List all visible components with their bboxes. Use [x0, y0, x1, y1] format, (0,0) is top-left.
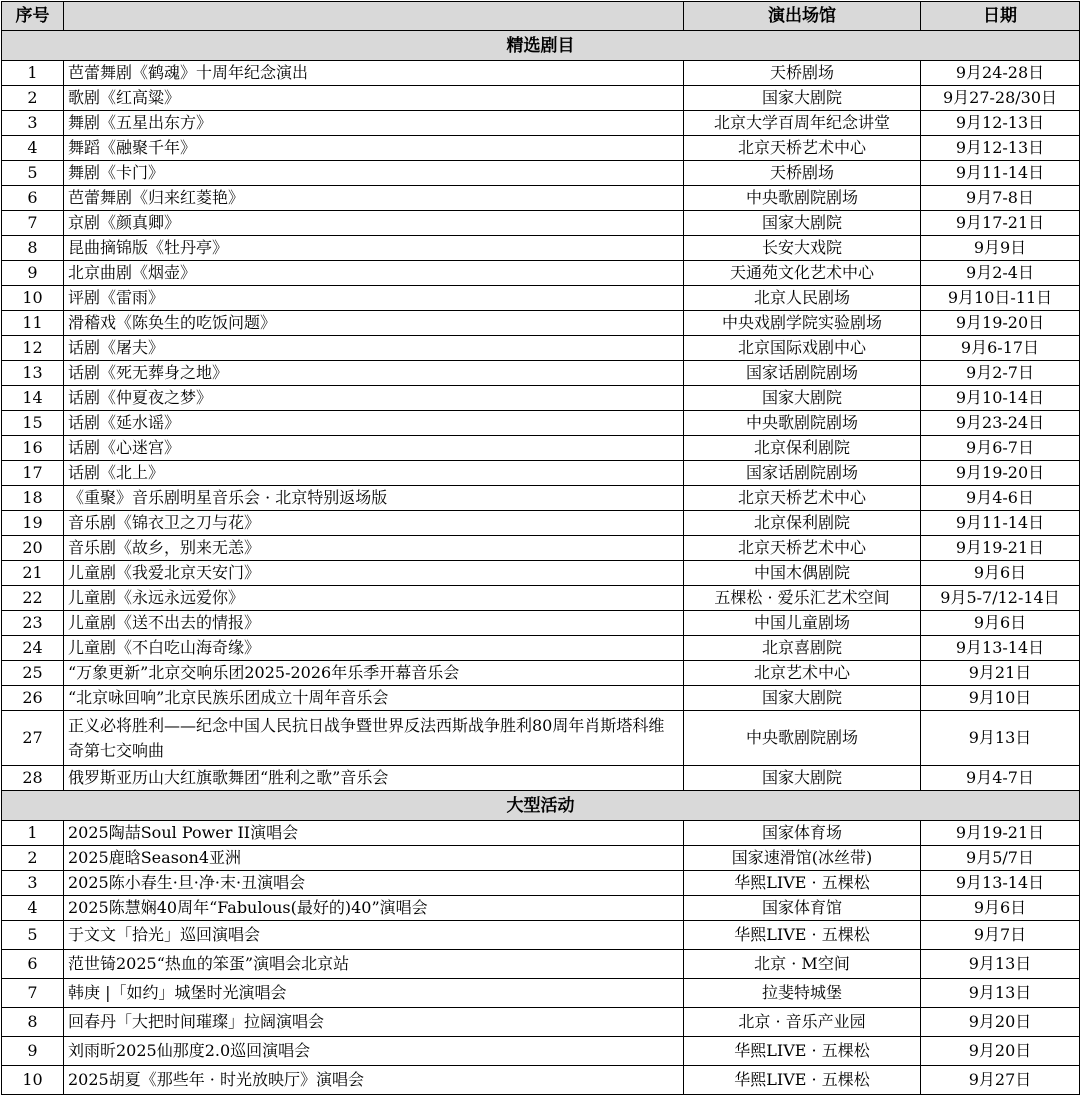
- row-venue-cell: 北京国际戏剧中心: [684, 336, 921, 361]
- row-index-cell: 6: [2, 186, 64, 211]
- table-row: [2, 586, 1080, 611]
- table-row: [2, 1008, 1080, 1037]
- row-name-cell: 话剧《屠夫》: [64, 336, 684, 361]
- row-index-cell: 11: [2, 311, 64, 336]
- row-index-cell: 23: [2, 611, 64, 636]
- row-date-cell: 9月10日-11日: [921, 286, 1080, 311]
- row-date-cell: 9月12-13日: [921, 136, 1080, 161]
- row-date-cell: 9月13-14日: [921, 636, 1080, 661]
- row-venue-cell: 国家体育场: [684, 821, 921, 846]
- row-name-cell: 儿童剧《我爱北京天安门》: [64, 561, 684, 586]
- row-venue-cell: 国家话剧院剧场: [684, 361, 921, 386]
- row-date-cell: 9月21日: [921, 661, 1080, 686]
- row-name-cell: 昆曲摘锦版《牡丹亭》: [64, 236, 684, 261]
- row-venue-cell: 天桥剧场: [684, 161, 921, 186]
- table-row: [2, 86, 1080, 111]
- table-row: [2, 211, 1080, 236]
- table-row: [2, 921, 1080, 950]
- row-index-cell: 10: [2, 286, 64, 311]
- header-index: 序号: [2, 2, 64, 31]
- row-date-cell: 9月4-7日: [921, 766, 1080, 791]
- row-index-cell: 21: [2, 561, 64, 586]
- row-name-cell: 歌剧《红高粱》: [64, 86, 684, 111]
- row-venue-cell: 华熙LIVE · 五棵松: [684, 1066, 921, 1095]
- table-row: [2, 896, 1080, 921]
- table-row: [2, 611, 1080, 636]
- row-index-cell: 14: [2, 386, 64, 411]
- row-venue-cell: 五棵松 · 爱乐汇艺术空间: [684, 586, 921, 611]
- table-row: [2, 186, 1080, 211]
- row-name-cell: “北京咏回响”北京民族乐团成立十周年音乐会: [64, 686, 684, 711]
- row-index-cell: 2: [2, 86, 64, 111]
- row-index-cell: 3: [2, 111, 64, 136]
- section-header-row: [2, 791, 1080, 821]
- row-venue-cell: 华熙LIVE · 五棵松: [684, 871, 921, 896]
- row-name-cell: 2025陈小春生·旦·净·末·丑演唱会: [64, 871, 684, 896]
- row-venue-cell: 北京艺术中心: [684, 661, 921, 686]
- row-venue-cell: 北京保利剧院: [684, 436, 921, 461]
- row-venue-cell: 北京喜剧院: [684, 636, 921, 661]
- row-date-cell: 9月13-14日: [921, 871, 1080, 896]
- section-title: 精选剧目: [2, 31, 1080, 61]
- row-venue-cell: 拉斐特城堡: [684, 979, 921, 1008]
- row-date-cell: 9月19-20日: [921, 311, 1080, 336]
- row-index-cell: 10: [2, 1066, 64, 1095]
- row-venue-cell: 北京大学百周年纪念讲堂: [684, 111, 921, 136]
- row-index-cell: 1: [2, 821, 64, 846]
- row-date-cell: 9月7日: [921, 921, 1080, 950]
- row-venue-cell: 北京天桥艺术中心: [684, 136, 921, 161]
- row-index-cell: 20: [2, 536, 64, 561]
- row-venue-cell: 中央歌剧院剧场: [684, 711, 921, 766]
- row-name-cell: 话剧《延水谣》: [64, 411, 684, 436]
- table-row: [2, 436, 1080, 461]
- table-row: [2, 461, 1080, 486]
- row-index-cell: 24: [2, 636, 64, 661]
- table-row: [2, 766, 1080, 791]
- row-name-cell: 芭蕾舞剧《归来红菱艳》: [64, 186, 684, 211]
- row-name-cell: 2025鹿晗Season4亚洲: [64, 846, 684, 871]
- row-venue-cell: 国家体育馆: [684, 896, 921, 921]
- row-name-cell: 音乐剧《故乡，别来无恙》: [64, 536, 684, 561]
- row-venue-cell: 天通苑文化艺术中心: [684, 261, 921, 286]
- section-header-row: [2, 31, 1080, 61]
- row-venue-cell: 国家大剧院: [684, 386, 921, 411]
- row-date-cell: 9月19-21日: [921, 536, 1080, 561]
- row-index-cell: 9: [2, 1037, 64, 1066]
- row-index-cell: 7: [2, 211, 64, 236]
- row-name-cell: 刘雨昕2025仙那度2.0巡回演唱会: [64, 1037, 684, 1066]
- table-row: [2, 236, 1080, 261]
- row-name-cell: 滑稽戏《陈奂生的吃饭问题》: [64, 311, 684, 336]
- row-index-cell: 5: [2, 921, 64, 950]
- row-name-cell: 话剧《北上》: [64, 461, 684, 486]
- table-row: [2, 1066, 1080, 1095]
- row-venue-cell: 华熙LIVE · 五棵松: [684, 1037, 921, 1066]
- row-name-cell: “万象更新”北京交响乐团2025-2026年乐季开幕音乐会: [64, 661, 684, 686]
- table-row: [2, 286, 1080, 311]
- row-date-cell: 9月11-14日: [921, 511, 1080, 536]
- table-row: [2, 536, 1080, 561]
- row-name-cell: 京剧《颜真卿》: [64, 211, 684, 236]
- row-name-cell: 儿童剧《永远永远爱你》: [64, 586, 684, 611]
- table-row: [2, 411, 1080, 436]
- row-venue-cell: 天桥剧场: [684, 61, 921, 86]
- row-venue-cell: 北京天桥艺术中心: [684, 486, 921, 511]
- row-date-cell: 9月2-7日: [921, 361, 1080, 386]
- row-index-cell: 3: [2, 871, 64, 896]
- table-row: [2, 686, 1080, 711]
- row-name-cell: 2025胡夏《那些年 · 时光放映厅》演唱会: [64, 1066, 684, 1095]
- row-date-cell: 9月10日: [921, 686, 1080, 711]
- section-title: 大型活动: [2, 791, 1080, 821]
- row-name-cell: 正义必将胜利——纪念中国人民抗日战争暨世界反法西斯战争胜利80周年肖斯塔科维奇第七交响曲: [64, 711, 684, 766]
- row-name-cell: 回春丹「大把时间璀璨」拉阔演唱会: [64, 1008, 684, 1037]
- row-name-cell: 范世锜2025“热血的笨蛋”演唱会北京站: [64, 950, 684, 979]
- row-name-cell: 俄罗斯亚历山大红旗歌舞团“胜利之歌”音乐会: [64, 766, 684, 791]
- row-date-cell: 9月13日: [921, 950, 1080, 979]
- row-name-cell: 儿童剧《不白吃山海奇缘》: [64, 636, 684, 661]
- row-name-cell: 评剧《雷雨》: [64, 286, 684, 311]
- row-date-cell: 9月27日: [921, 1066, 1080, 1095]
- row-name-cell: 话剧《心迷宫》: [64, 436, 684, 461]
- table-row: [2, 821, 1080, 846]
- table-row: [2, 261, 1080, 286]
- row-date-cell: 9月23-24日: [921, 411, 1080, 436]
- row-name-cell: 《重聚》音乐剧明星音乐会 · 北京特别返场版: [64, 486, 684, 511]
- row-index-cell: 4: [2, 896, 64, 921]
- table-row: [2, 161, 1080, 186]
- row-date-cell: 9月10-14日: [921, 386, 1080, 411]
- row-name-cell: 芭蕾舞剧《鹤魂》十周年纪念演出: [64, 61, 684, 86]
- row-venue-cell: 北京保利剧院: [684, 511, 921, 536]
- row-index-cell: 18: [2, 486, 64, 511]
- row-name-cell: 儿童剧《送不出去的情报》: [64, 611, 684, 636]
- row-date-cell: 9月6日: [921, 896, 1080, 921]
- table-row: [2, 511, 1080, 536]
- row-name-cell: 舞蹈《融聚千年》: [64, 136, 684, 161]
- row-index-cell: 7: [2, 979, 64, 1008]
- row-venue-cell: 国家话剧院剧场: [684, 461, 921, 486]
- row-name-cell: 音乐剧《锦衣卫之刀与花》: [64, 511, 684, 536]
- header-date: 日期: [921, 2, 1080, 31]
- table-row: [2, 871, 1080, 896]
- schedule-table: [1, 1, 1080, 1095]
- row-venue-cell: 长安大戏院: [684, 236, 921, 261]
- row-index-cell: 26: [2, 686, 64, 711]
- row-date-cell: 9月6-7日: [921, 436, 1080, 461]
- table-row: [2, 336, 1080, 361]
- header-venue: 演出场馆: [684, 2, 921, 31]
- row-date-cell: 9月12-13日: [921, 111, 1080, 136]
- row-index-cell: 15: [2, 411, 64, 436]
- row-index-cell: 9: [2, 261, 64, 286]
- table-body: [2, 31, 1080, 1095]
- row-name-cell: 舞剧《五星出东方》: [64, 111, 684, 136]
- row-date-cell: 9月19-21日: [921, 821, 1080, 846]
- row-venue-cell: 北京天桥艺术中心: [684, 536, 921, 561]
- table-row: [2, 1037, 1080, 1066]
- row-index-cell: 8: [2, 1008, 64, 1037]
- row-index-cell: 1: [2, 61, 64, 86]
- row-index-cell: 17: [2, 461, 64, 486]
- table-row: [2, 61, 1080, 86]
- table-row: [2, 950, 1080, 979]
- row-index-cell: 5: [2, 161, 64, 186]
- row-name-cell: 话剧《仲夏夜之梦》: [64, 386, 684, 411]
- row-index-cell: 27: [2, 711, 64, 766]
- row-name-cell: 2025陈慧娴40周年“Fabulous(最好的)40”演唱会: [64, 896, 684, 921]
- row-index-cell: 16: [2, 436, 64, 461]
- row-index-cell: 25: [2, 661, 64, 686]
- row-index-cell: 2: [2, 846, 64, 871]
- row-date-cell: 9月6-17日: [921, 336, 1080, 361]
- row-index-cell: 8: [2, 236, 64, 261]
- row-venue-cell: 北京 · 音乐产业园: [684, 1008, 921, 1037]
- row-index-cell: 19: [2, 511, 64, 536]
- row-index-cell: 12: [2, 336, 64, 361]
- row-date-cell: 9月27-28/30日: [921, 86, 1080, 111]
- row-date-cell: 9月9日: [921, 236, 1080, 261]
- row-index-cell: 22: [2, 586, 64, 611]
- table-row: [2, 661, 1080, 686]
- row-venue-cell: 国家大剧院: [684, 86, 921, 111]
- row-date-cell: 9月13日: [921, 979, 1080, 1008]
- row-venue-cell: 中央戏剧学院实验剧场: [684, 311, 921, 336]
- table-row: [2, 846, 1080, 871]
- row-venue-cell: 中国儿童剧场: [684, 611, 921, 636]
- row-venue-cell: 华熙LIVE · 五棵松: [684, 921, 921, 950]
- table-row: [2, 311, 1080, 336]
- row-index-cell: 4: [2, 136, 64, 161]
- table-row: [2, 979, 1080, 1008]
- row-name-cell: 2025陶喆Soul Power II演唱会: [64, 821, 684, 846]
- row-date-cell: 9月6日: [921, 611, 1080, 636]
- row-date-cell: 9月6日: [921, 561, 1080, 586]
- row-name-cell: 话剧《死无葬身之地》: [64, 361, 684, 386]
- row-date-cell: 9月5-7/12-14日: [921, 586, 1080, 611]
- row-name-cell: 韩庚 |「如约」城堡时光演唱会: [64, 979, 684, 1008]
- row-date-cell: 9月19-20日: [921, 461, 1080, 486]
- table-row: [2, 361, 1080, 386]
- row-venue-cell: 国家大剧院: [684, 686, 921, 711]
- row-venue-cell: 中央歌剧院剧场: [684, 411, 921, 436]
- row-date-cell: 9月4-6日: [921, 486, 1080, 511]
- row-date-cell: 9月20日: [921, 1037, 1080, 1066]
- row-venue-cell: 中国木偶剧院: [684, 561, 921, 586]
- row-venue-cell: 北京人民剧场: [684, 286, 921, 311]
- row-date-cell: 9月11-14日: [921, 161, 1080, 186]
- table-row: [2, 136, 1080, 161]
- row-index-cell: 28: [2, 766, 64, 791]
- row-name-cell: 于文文「拾光」巡回演唱会: [64, 921, 684, 950]
- header-row: [2, 2, 1080, 31]
- row-date-cell: 9月7-8日: [921, 186, 1080, 211]
- row-venue-cell: 国家速滑馆(冰丝带): [684, 846, 921, 871]
- table-row: [2, 636, 1080, 661]
- table-row: [2, 111, 1080, 136]
- row-name-cell: 北京曲剧《烟壶》: [64, 261, 684, 286]
- row-venue-cell: 北京 · M空间: [684, 950, 921, 979]
- row-index-cell: 13: [2, 361, 64, 386]
- row-venue-cell: 国家大剧院: [684, 766, 921, 791]
- row-date-cell: 9月13日: [921, 711, 1080, 766]
- row-index-cell: 6: [2, 950, 64, 979]
- header-name: [64, 2, 684, 31]
- row-date-cell: 9月24-28日: [921, 61, 1080, 86]
- row-name-cell: 舞剧《卡门》: [64, 161, 684, 186]
- row-date-cell: 9月17-21日: [921, 211, 1080, 236]
- table-row: [2, 561, 1080, 586]
- row-date-cell: 9月20日: [921, 1008, 1080, 1037]
- table-row: [2, 386, 1080, 411]
- table-row: [2, 711, 1080, 766]
- row-venue-cell: 中央歌剧院剧场: [684, 186, 921, 211]
- table-row: [2, 486, 1080, 511]
- row-date-cell: 9月2-4日: [921, 261, 1080, 286]
- row-date-cell: 9月5/7日: [921, 846, 1080, 871]
- row-venue-cell: 国家大剧院: [684, 211, 921, 236]
